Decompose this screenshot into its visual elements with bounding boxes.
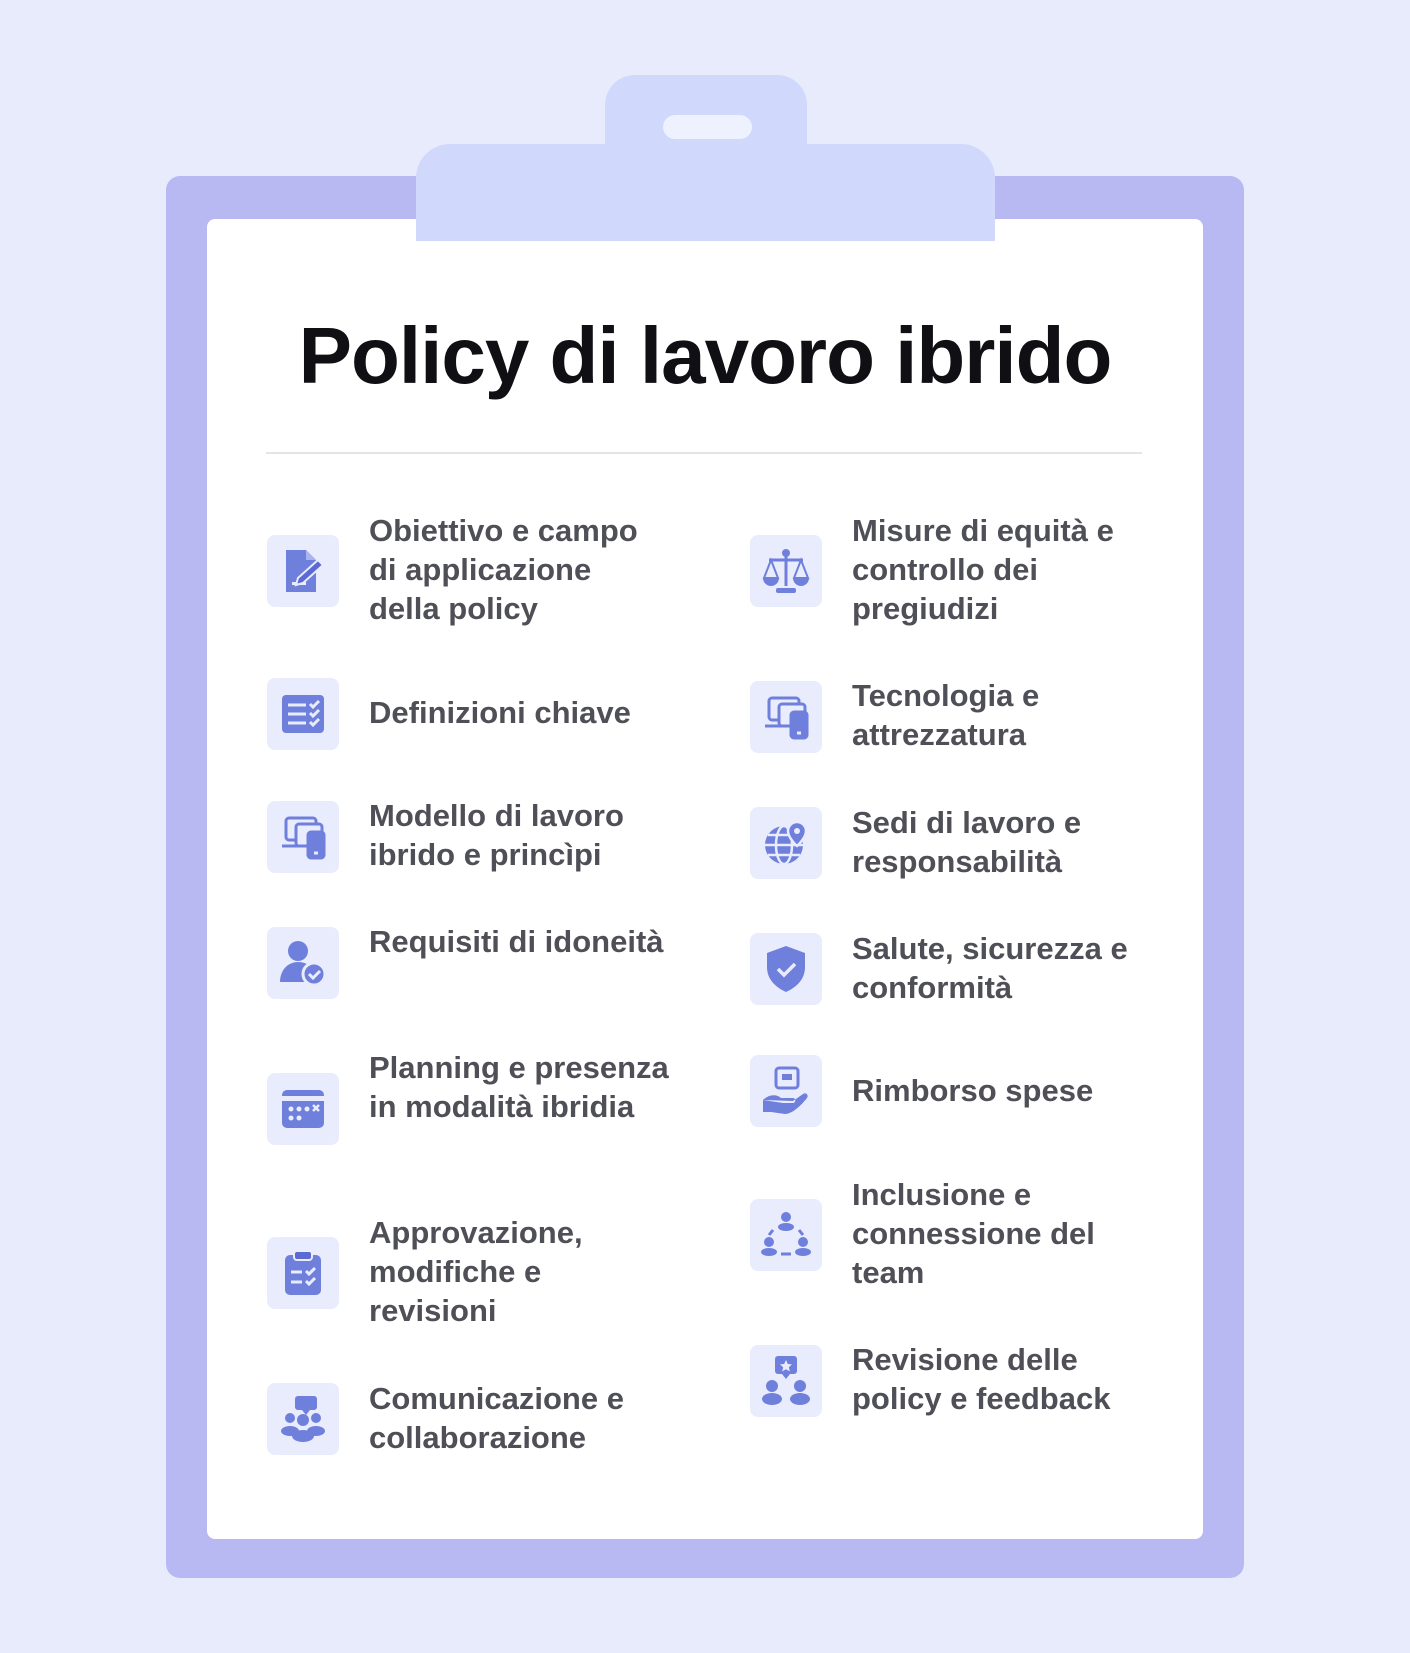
team-chat-icon — [267, 1383, 339, 1455]
list-item-label: Sedi di lavoro e responsabilità — [852, 805, 1082, 879]
clipboard-check-icon — [267, 1237, 339, 1309]
scale-icon — [750, 535, 822, 607]
page-title: Policy di lavoro ibrido — [298, 311, 1112, 400]
title-divider — [266, 452, 1142, 454]
list-item-label: Rimborso spese — [852, 1073, 1094, 1108]
document-pen-icon — [267, 535, 339, 607]
list-item-label: Approvazione, modifiche e revisioni — [369, 1215, 583, 1328]
list-item-label: Comunicazione e collaborazione — [369, 1381, 624, 1455]
list-item-label: Tecnologia e attrezzatura — [852, 678, 1040, 752]
clip-body — [416, 144, 995, 241]
people-circle-icon — [750, 1199, 822, 1271]
list-item-label: Requisiti di idoneità — [369, 924, 664, 959]
list-item-label: Obiettivo e campo di applicazione della policy — [369, 513, 638, 626]
devices-icon — [750, 681, 822, 753]
list-item-label: Salute, sicurezza e conformità — [852, 931, 1128, 1005]
list-item-label: Revisione delle policy e feedback — [852, 1342, 1111, 1416]
clip-hole — [663, 115, 752, 139]
globe-pin-icon — [750, 807, 822, 879]
list-item-label: Modello di lavoro ibrido e princìpi — [369, 798, 624, 872]
list-item-label: Planning e presenza in modalità ibridia — [369, 1050, 669, 1124]
checklist-icon — [267, 678, 339, 750]
calendar-icon — [267, 1073, 339, 1145]
devices-icon — [267, 801, 339, 873]
list-item-label: Definizioni chiave — [369, 695, 631, 730]
shield-check-icon — [750, 933, 822, 1005]
feedback-star-icon — [750, 1345, 822, 1417]
hand-money-icon — [750, 1055, 822, 1127]
list-item-label: Inclusione e connessione del team — [852, 1177, 1095, 1290]
user-check-icon — [267, 927, 339, 999]
list-item-label: Misure di equità e controllo dei pregiudizi — [852, 513, 1114, 626]
